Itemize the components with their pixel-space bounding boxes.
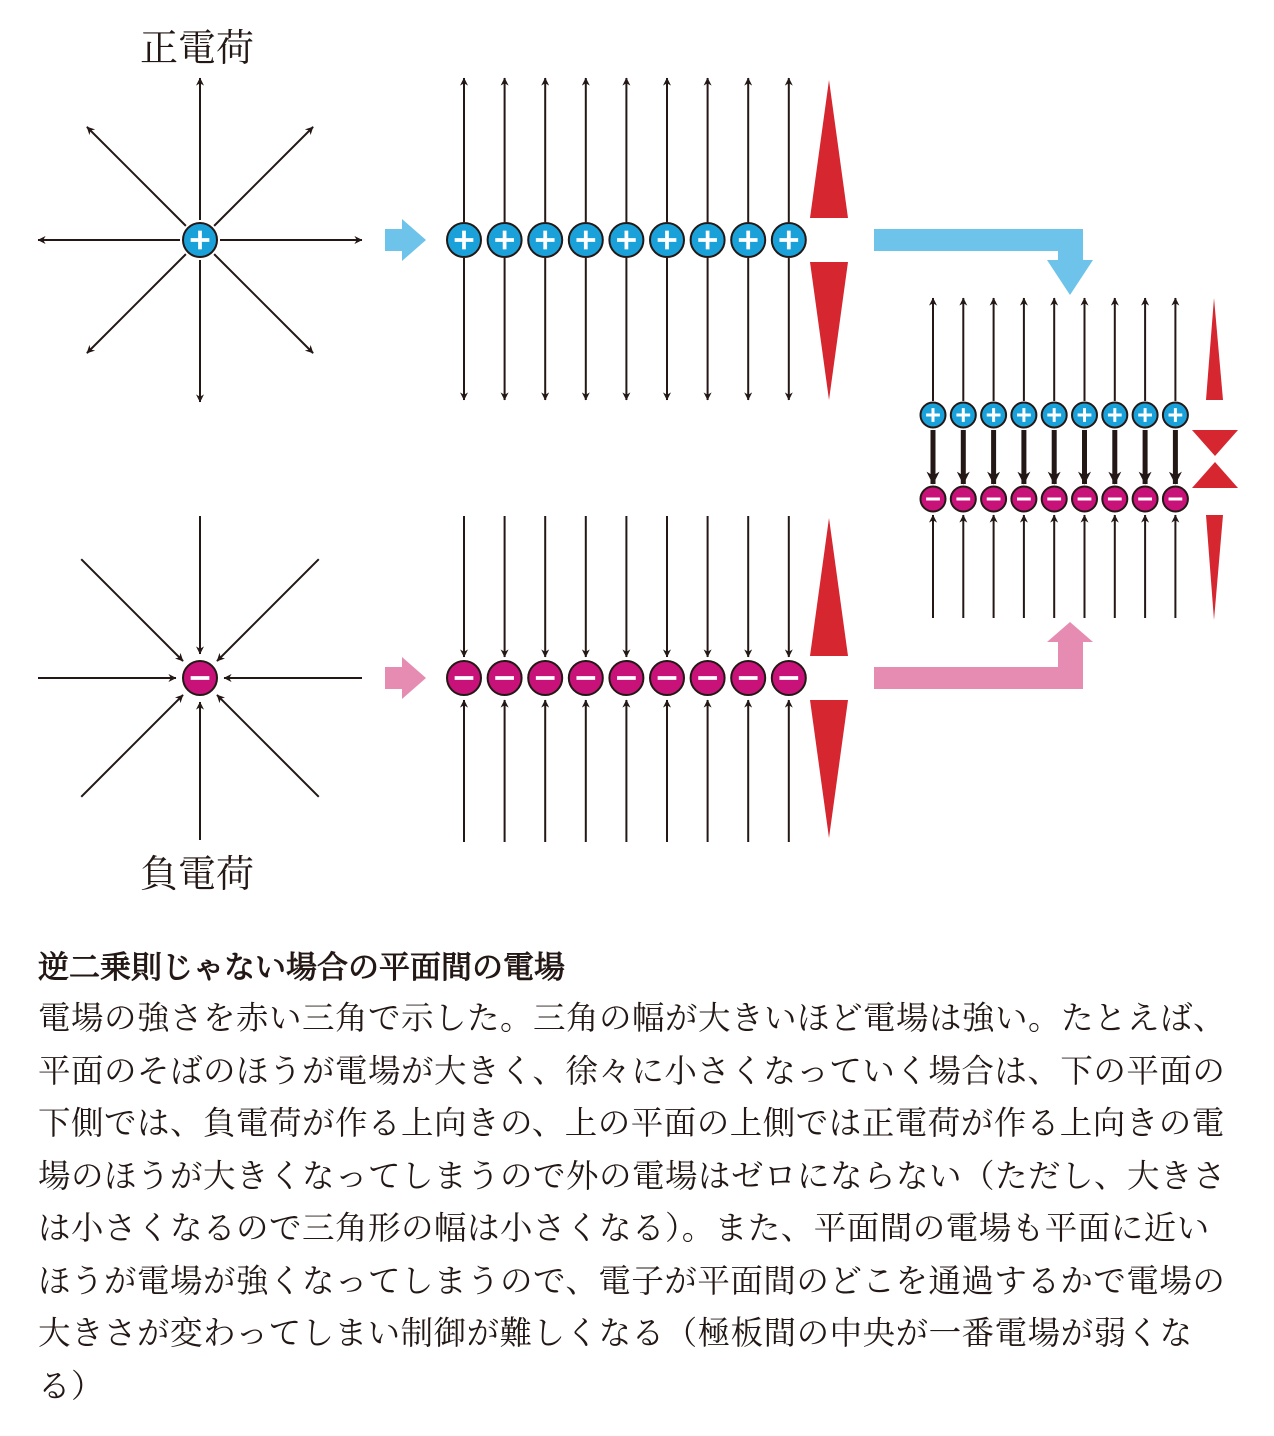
positive-charge bbox=[1133, 403, 1158, 428]
positive-charge bbox=[1163, 403, 1188, 428]
negative-charge bbox=[1102, 487, 1127, 512]
positive-charge bbox=[691, 223, 725, 257]
minus-sign-bar bbox=[926, 498, 940, 501]
inward-field-line bbox=[81, 559, 183, 661]
positive-charge bbox=[951, 403, 976, 428]
field-strength-triangle bbox=[810, 518, 848, 656]
plus-sign-bar bbox=[198, 231, 202, 250]
positive-charge bbox=[1102, 403, 1127, 428]
positive-charge bbox=[921, 403, 946, 428]
negative-charge-label: 負電荷 bbox=[140, 852, 255, 896]
minus-sign-bar bbox=[576, 676, 595, 680]
positive-charge bbox=[447, 223, 481, 257]
negative-charge bbox=[1133, 487, 1158, 512]
inward-field-line bbox=[217, 695, 319, 797]
negative-charge bbox=[772, 661, 806, 695]
plus-sign-bar bbox=[706, 231, 710, 250]
field-strength-triangle-small bbox=[1206, 515, 1223, 620]
minus-sign-bar bbox=[1017, 498, 1031, 501]
plus-sign-bar bbox=[584, 231, 588, 250]
negative-charge bbox=[447, 661, 481, 695]
plus-sign-bar bbox=[746, 231, 750, 250]
minus-sign-bar bbox=[987, 498, 1001, 501]
negative-charge bbox=[1163, 487, 1188, 512]
positive-charge bbox=[528, 223, 562, 257]
negative-charge bbox=[528, 661, 562, 695]
minus-sign-bar bbox=[1078, 498, 1092, 501]
positive-charge bbox=[772, 223, 806, 257]
positive-charge bbox=[1011, 403, 1036, 428]
negative-charge bbox=[921, 487, 946, 512]
plus-sign-bar bbox=[932, 408, 935, 422]
plus-sign-bar bbox=[787, 231, 791, 250]
blue-flow-arrow bbox=[385, 219, 426, 261]
caption-body: 電場の強さを赤い三角で示した。三角の幅が大きいほど電場は強い。たとえば、平面のそばのほうが電場が大きく、徐々に小さくなっていく場合は、下の平面の下側では、負電荷が作る上向きの、上の平面の上側では正電荷が作る上向きの電場のほうが大きくなってしまうので外の電場はゼロにならない（ただし、大きさは小さくなるので三角形の幅は小さくなる）。また、平面間の電場も平面に近いほうが電場が強くなってしまうので、電子が平面間のどこを通過するかで電場の大きさが変わってしまい制御が難しくなる（極板間の中央が一番電場が弱くなる） bbox=[38, 999, 1227, 1405]
negative-charge bbox=[1072, 487, 1097, 512]
positive-charge bbox=[183, 223, 217, 257]
minus-sign-bar bbox=[1138, 498, 1152, 501]
field-strength-triangle bbox=[810, 262, 848, 400]
blue-elbow-arrow bbox=[874, 229, 1093, 295]
positive-charge bbox=[569, 223, 603, 257]
negative-charge bbox=[569, 661, 603, 695]
plus-sign-bar bbox=[1144, 408, 1147, 422]
flow-arrows bbox=[385, 219, 1093, 699]
negative-charge bbox=[609, 661, 643, 695]
minus-sign-bar bbox=[1108, 498, 1122, 501]
plus-sign-bar bbox=[1053, 408, 1056, 422]
pink-flow-arrow bbox=[385, 657, 426, 699]
negative-charge bbox=[650, 661, 684, 695]
inward-field-line bbox=[81, 695, 183, 797]
pink-elbow-arrow bbox=[874, 622, 1093, 689]
plus-sign-bar bbox=[543, 231, 547, 250]
negative-charge bbox=[183, 661, 217, 695]
positive-charge bbox=[488, 223, 522, 257]
field-strength-triangle bbox=[810, 700, 848, 838]
negative-charge bbox=[1011, 487, 1036, 512]
positive-charge bbox=[609, 223, 643, 257]
plus-sign-bar bbox=[625, 231, 629, 250]
field-strength-triangle-inner bbox=[1192, 462, 1238, 488]
plus-sign-bar bbox=[503, 231, 507, 250]
minus-sign-bar bbox=[658, 676, 677, 680]
negative-charge bbox=[691, 661, 725, 695]
positive-charge bbox=[650, 223, 684, 257]
outward-field-line bbox=[214, 254, 313, 353]
minus-sign-bar bbox=[617, 676, 636, 680]
positive-charge bbox=[731, 223, 765, 257]
plus-sign-bar bbox=[1174, 408, 1177, 422]
negative-charge bbox=[488, 661, 522, 695]
minus-sign-bar bbox=[739, 676, 758, 680]
minus-sign-bar bbox=[455, 676, 474, 680]
outward-field-line bbox=[87, 254, 186, 353]
combined-planes-field bbox=[921, 298, 1188, 618]
negative-charge bbox=[1042, 487, 1067, 512]
plus-sign-bar bbox=[462, 231, 466, 250]
positive-point-charge-field bbox=[38, 78, 362, 402]
positive-plane-field bbox=[447, 78, 806, 400]
outward-field-line bbox=[87, 127, 186, 226]
plus-sign-bar bbox=[1022, 408, 1025, 422]
minus-sign-bar bbox=[1047, 498, 1061, 501]
plus-sign-bar bbox=[1113, 408, 1116, 422]
positive-charge bbox=[981, 403, 1006, 428]
plus-sign-bar bbox=[1083, 408, 1086, 422]
minus-sign-bar bbox=[1169, 498, 1183, 501]
negative-charge bbox=[951, 487, 976, 512]
positive-charge bbox=[1042, 403, 1067, 428]
minus-sign-bar bbox=[956, 498, 970, 501]
field-strength-triangle bbox=[810, 80, 848, 218]
positive-charge-label: 正電荷 bbox=[140, 26, 255, 70]
negative-charge bbox=[731, 661, 765, 695]
minus-sign-bar bbox=[536, 676, 555, 680]
plus-sign-bar bbox=[962, 408, 965, 422]
field-strength-triangle-small bbox=[1206, 298, 1223, 400]
negative-charge bbox=[981, 487, 1006, 512]
negative-plane-field bbox=[447, 516, 806, 842]
outward-field-line bbox=[214, 127, 313, 226]
inward-field-line bbox=[217, 559, 319, 661]
field-strength-triangle-inner bbox=[1192, 430, 1238, 456]
minus-sign-bar bbox=[191, 676, 210, 680]
minus-sign-bar bbox=[495, 676, 514, 680]
plus-sign-bar bbox=[992, 408, 995, 422]
positive-charge bbox=[1072, 403, 1097, 428]
negative-point-charge-field bbox=[38, 516, 362, 840]
minus-sign-bar bbox=[698, 676, 717, 680]
minus-sign-bar bbox=[779, 676, 798, 680]
caption-title: 逆二乗則じゃない場合の平面間の電場 bbox=[38, 950, 565, 986]
caption bbox=[38, 944, 1238, 1412]
plus-sign-bar bbox=[665, 231, 669, 250]
